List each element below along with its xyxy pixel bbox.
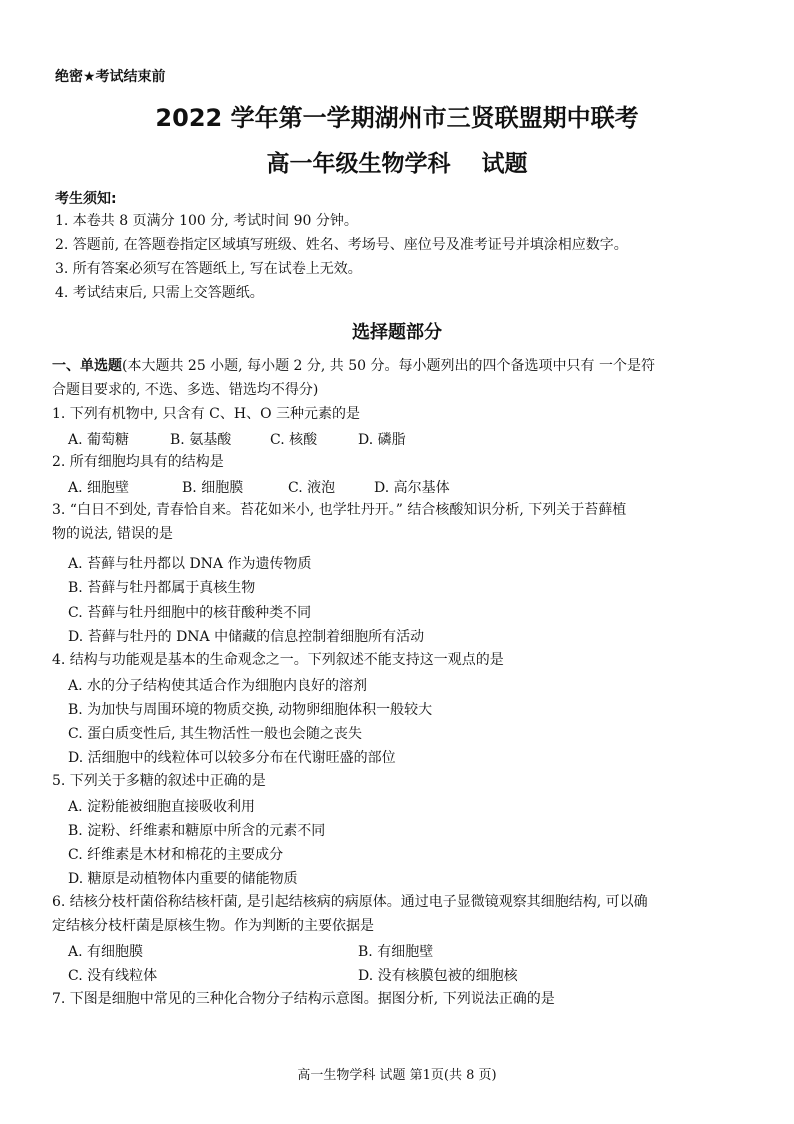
question-5-stem: 5. 下列关于多糖的叙述中正确的是 (52, 773, 266, 789)
q3-option-a: A. 苔藓与牡丹都以 DNA 作为遗传物质 (68, 556, 312, 572)
q6-option-d: D. 没有核膜包被的细胞核 (358, 968, 518, 984)
question-3-stem: 3. “白日不到处, 青春恰自来。苔花如米小, 也学牡丹开。” 结合核酸知识分析, 下列关于苔藓植 (52, 502, 627, 518)
q6-option-b: B. 有细胞壁 (358, 944, 434, 960)
exam-subtitle: 高一年级生物学科 试题 (266, 151, 528, 177)
question-6-stem: 6. 结核分枝杆菌俗称结核杆菌, 是引起结核病的病原体。通过电子显微镜观察其细胞结构, 可以确 (52, 894, 648, 910)
part-instructions (52, 356, 655, 376)
notice-item: 4. 考试结束后, 只需上交答题纸。 (55, 285, 264, 301)
q2-option-c: C. 液泡 (288, 480, 336, 496)
question-2-stem: 2. 所有细胞均具有的结构是 (52, 454, 224, 470)
q1-option-c: C. 核酸 (270, 432, 318, 448)
q2-option-d: D. 高尔基体 (374, 480, 450, 496)
part-label: 一、单选题 (52, 358, 122, 374)
q1-option-a: A. 葡萄糖 (68, 432, 130, 448)
q3-option-d: D. 苔藓与牡丹的 DNA 中储藏的信息控制着细胞所有活动 (68, 629, 425, 645)
section-title: 选择题部分 (352, 322, 442, 343)
q4-option-a: A. 水的分子结构使其适合作为细胞内良好的溶剂 (68, 678, 368, 694)
secret-mark: 绝密★考试结束前 (55, 69, 166, 85)
question-7-stem: 7. 下图是细胞中常见的三种化合物分子结构示意图。据图分析, 下列说法正确的是 (52, 991, 555, 1007)
q6-option-a: A. 有细胞膜 (68, 944, 144, 960)
q2-option-a: A. 细胞壁 (68, 480, 130, 496)
notice-item: 3. 所有答案必须写在答题纸上, 写在试卷上无效。 (55, 261, 362, 277)
part-description-cont: 合题目要求的, 不选、多选、错选均不得分) (52, 382, 319, 398)
question-3-stem-cont: 物的说法, 错误的是 (52, 526, 173, 542)
q1-option-b: B. 氨基酸 (170, 432, 232, 448)
q5-option-a: A. 淀粉能被细胞直接吸收利用 (68, 799, 256, 815)
q4-option-b: B. 为加快与周围环境的物质交换, 动物卵细胞体积一般较大 (68, 702, 433, 718)
q6-option-c: C. 没有线粒体 (68, 968, 158, 984)
q3-option-c: C. 苔藓与牡丹细胞中的核苷酸种类不同 (68, 605, 312, 621)
q2-option-b: B. 细胞膜 (182, 480, 244, 496)
q5-option-c: C. 纤维素是木材和棉花的主要成分 (68, 847, 284, 863)
notice-heading: 考生须知: (55, 191, 117, 207)
q1-option-d: D. 磷脂 (358, 432, 406, 448)
q4-option-c: C. 蛋白质变性后, 其生物活性一般也会随之丧失 (68, 726, 363, 742)
q3-option-b: B. 苔藓与牡丹都属于真核生物 (68, 580, 256, 596)
page-footer: 高一生物学科 试题 第1页(共 8 页) (297, 1068, 497, 1083)
question-6-stem-cont: 定结核分枝杆菌是原核生物。作为判断的主要依据是 (52, 918, 374, 934)
question-1-stem: 1. 下列有机物中, 只含有 C、H、O 三种元素的是 (52, 406, 361, 422)
q5-option-b: B. 淀粉、纤维素和糖原中所含的元素不同 (68, 823, 326, 839)
notice-item: 1. 本卷共 8 页满分 100 分, 考试时间 90 分钟。 (55, 213, 358, 229)
part-description: (本大题共 25 小题, 每小题 2 分, 共 50 分。每小题列出的四个备选项中只有 一个是符 (122, 358, 655, 374)
q5-option-d: D. 糖原是动植物体内重要的储能物质 (68, 871, 298, 887)
notice-item: 2. 答题前, 在答题卷指定区域填写班级、姓名、考场号、座位号及准考证号并填涂相应数字。 (55, 237, 628, 253)
question-4-stem: 4. 结构与功能观是基本的生命观念之一。下列叙述不能支持这一观点的是 (52, 652, 504, 668)
exam-title: 2022 学年第一学期湖州市三贤联盟期中联考 (155, 104, 639, 132)
q4-option-d: D. 活细胞中的线粒体可以较多分布在代谢旺盛的部位 (68, 750, 396, 766)
